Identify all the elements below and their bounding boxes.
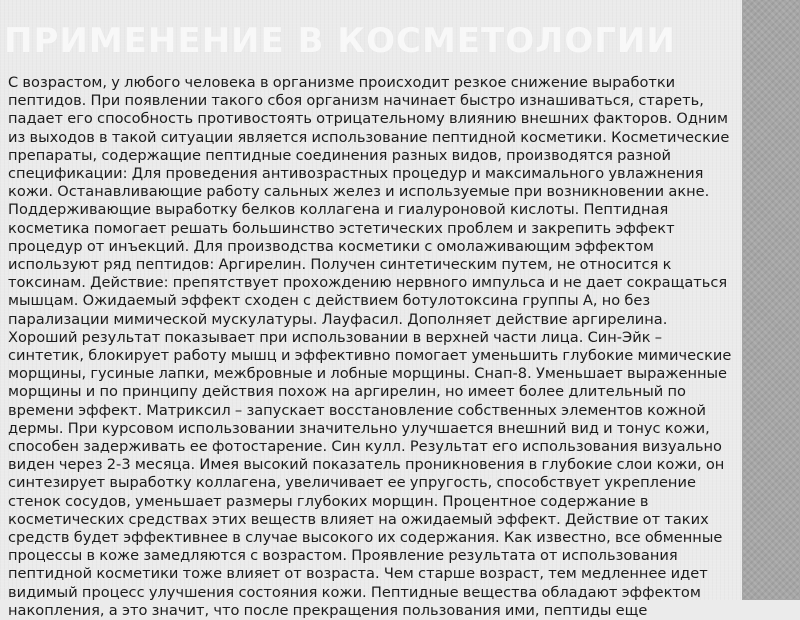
body-text-line: пептидов. При появлении такого сбоя организм начинает быстро изнашиваться, стареть, bbox=[8, 92, 704, 110]
body-text-line: кожи. Останавливающие работу сальных желез и используемые при возникновении акне. bbox=[8, 183, 710, 201]
body-text-line: косметика помогает решать большинство эстетических проблем и закрепить эффект bbox=[8, 219, 675, 237]
body-text-line: процедур от инъекций. Для производства косметики с омолаживающим эффектом bbox=[8, 237, 654, 255]
body-text-line: косметических средствах этих веществ влияет на ожидаемый эффект. Действие от таких bbox=[8, 510, 709, 528]
body-text-line: средств будет эффективнее в случае высокого их содержания. Как известно, все обменные bbox=[8, 529, 723, 547]
body-text-line: препараты, содержащие пептидные соединения разных видов, производятся разной bbox=[8, 146, 672, 164]
body-text-line: токсинам. Действие: препятствует прохождению нервного импульса и не дает сокращаться bbox=[8, 274, 728, 292]
body-text-line: видимый процесс улучшения состояния кожи. Пептидные вещества обладают эффектом bbox=[8, 583, 701, 601]
body-text-line: процессы в коже замедляются с возрастом. Проявление результата от использования bbox=[8, 547, 678, 565]
body-text-line: спецификации: Для проведения антивозрастных процедур и максимального увлажнения bbox=[8, 165, 704, 183]
body-text-line: С возрастом, у любого человека в организме происходит резкое снижение выработки bbox=[8, 74, 676, 91]
body-text-line: морщины и по принципу действия похож на аргирелин, но имеет более длительный по bbox=[8, 383, 686, 401]
body-text-line: способен задерживать ее фотостарение. Син кулл. Результат его использования визуально bbox=[8, 438, 722, 456]
body-text-line: виден через 2-3 месяца. Имея высокий показатель проникновения в глубокие слои кожи, он bbox=[8, 456, 725, 474]
body-text-line: синтезирует выработку коллагена, увеличивает ее упругость, способствует укрепление bbox=[8, 474, 696, 492]
body-text-line: времени эффект. Матриксил – запускает восстановление собственных элементов кожной bbox=[8, 401, 706, 419]
body-text-line: падает его способность противостоять отрицательному влиянию внешних факторов. Одним bbox=[8, 110, 729, 128]
body-text-line: накопления, а это значит, что после прекращения пользования ими, пептиды еще bbox=[8, 601, 648, 619]
body-text-line: стенок сосудов, уменьшает размеры глубоких морщин. Процентное содержание в bbox=[8, 492, 649, 510]
body-text-line: синтетик, блокирует работу мышц и эффективно помогает уменьшить глубокие мимические bbox=[8, 347, 732, 365]
slide-title: ПРИМЕНЕНИЕ В КОСМЕТОЛОГИИ bbox=[4, 21, 676, 61]
body-text-line: Хороший результат показывает при использовании в верхней части лица. Син-Эйк – bbox=[8, 328, 663, 346]
slide-body-text bbox=[8, 74, 736, 620]
body-text-line: парализации мимической мускулатуры. Лауфасил. Дополняет действие аргирелина. bbox=[8, 310, 668, 328]
body-text-line: из выходов в такой ситуации является использование пептидной косметики. Косметические bbox=[8, 128, 730, 146]
body-text-line: морщины, гусиные лапки, межбровные и лобные морщины. Снап-8. Уменьшает выраженные bbox=[8, 365, 728, 383]
body-text-line: используют ряд пептидов: Аргирелин. Получен синтетическим путем, не относится к bbox=[8, 256, 672, 274]
body-text-line: пептидной косметики тоже влияет от возраста. Чем старше возраст, тем медленнее идет bbox=[8, 565, 708, 583]
body-text-line: мышцам. Ожидаемый эффект сходен с действием ботулотоксина группы А, но без bbox=[8, 292, 651, 310]
body-text-line: Поддерживающие выработку белков коллагена и гиалуроновой кислоты. Пептидная bbox=[8, 201, 669, 219]
body-text-line: дермы. При курсовом использовании значительно улучшается внешний вид и тонус кожи, bbox=[8, 419, 710, 437]
decorative-side-stripe bbox=[742, 0, 800, 600]
